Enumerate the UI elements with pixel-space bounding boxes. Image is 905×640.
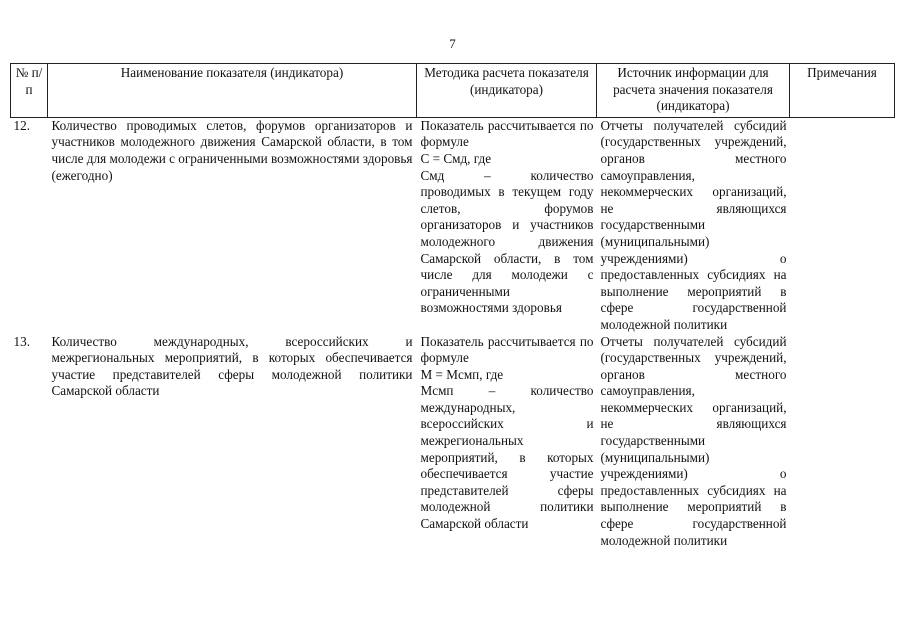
calculation-method [417, 117, 597, 333]
method-intro: Показатель рассчитывается по формуле [420, 117, 594, 150]
table-header [11, 64, 895, 118]
indicator-table-container [10, 63, 894, 549]
information-source: Отчеты получателей субсидий (государственных учреждений, органов местного самоуправления, некоммерческих организаций, не являющихся государственными (муниципальными) учреждениями) о предоставленных субсидиях на выполнение мероприятий в сфере государственной молодежной политики [600, 117, 787, 332]
method-formula: М = Мсмп, где [420, 366, 504, 382]
calculation-method [417, 334, 597, 550]
table-row [11, 334, 895, 550]
header-name: Наименование показателя (индикатора) [48, 64, 417, 118]
indicator-name: Количество проводимых слетов, форумов организаторов и участников молодежного движения Самарской области, в том числе для молодежи с ограниченными возможностями здоровья (ежегодно) [51, 117, 413, 183]
table-row [11, 117, 895, 333]
table-body [11, 117, 895, 549]
notes [790, 334, 895, 550]
page-number: 7 [449, 36, 456, 51]
information-source: Отчеты получателей субсидий (государственных учреждений, органов местного самоуправления, некоммерческих организаций, не являющихся государственными (муниципальными) учреждениями) о предоставленных субсидиях на выполнение мероприятий в сфере государственной молодежной политики [600, 333, 787, 548]
header-source: Источник информации для расчета значения показателя (индикатора) [597, 64, 790, 118]
method-intro: Показатель рассчитывается по формуле [420, 333, 594, 366]
notes [790, 117, 895, 333]
row-number: 12. [13, 117, 30, 133]
method-formula: С = Смд, где [420, 150, 492, 166]
indicator-name: Количество международных, всероссийских и межрегиональных мероприятий, в которых обеспечивается участие представителей сферы молодежной политики Самарской области [51, 333, 413, 399]
header-num: № п/п [11, 64, 48, 118]
row-number: 13. [13, 333, 30, 349]
indicator-table [10, 63, 895, 549]
header-method: Методика расчета показателя (индикатора) [417, 64, 597, 118]
header-notes: Примечания [790, 64, 895, 118]
method-description: Смд – количество проводимых в текущем году слетов, форумов организаторов и участников молодежного движения Самарской области, в том числе для молодежи с ограниченными возможностями здоровья [420, 167, 594, 316]
method-description: Мсмп – количество международных, всероссийских и межрегиональных мероприятий, в которых обеспечивается участие представителей сферы молодежной политики Самарской области [420, 383, 594, 532]
table-header-row [11, 64, 895, 118]
